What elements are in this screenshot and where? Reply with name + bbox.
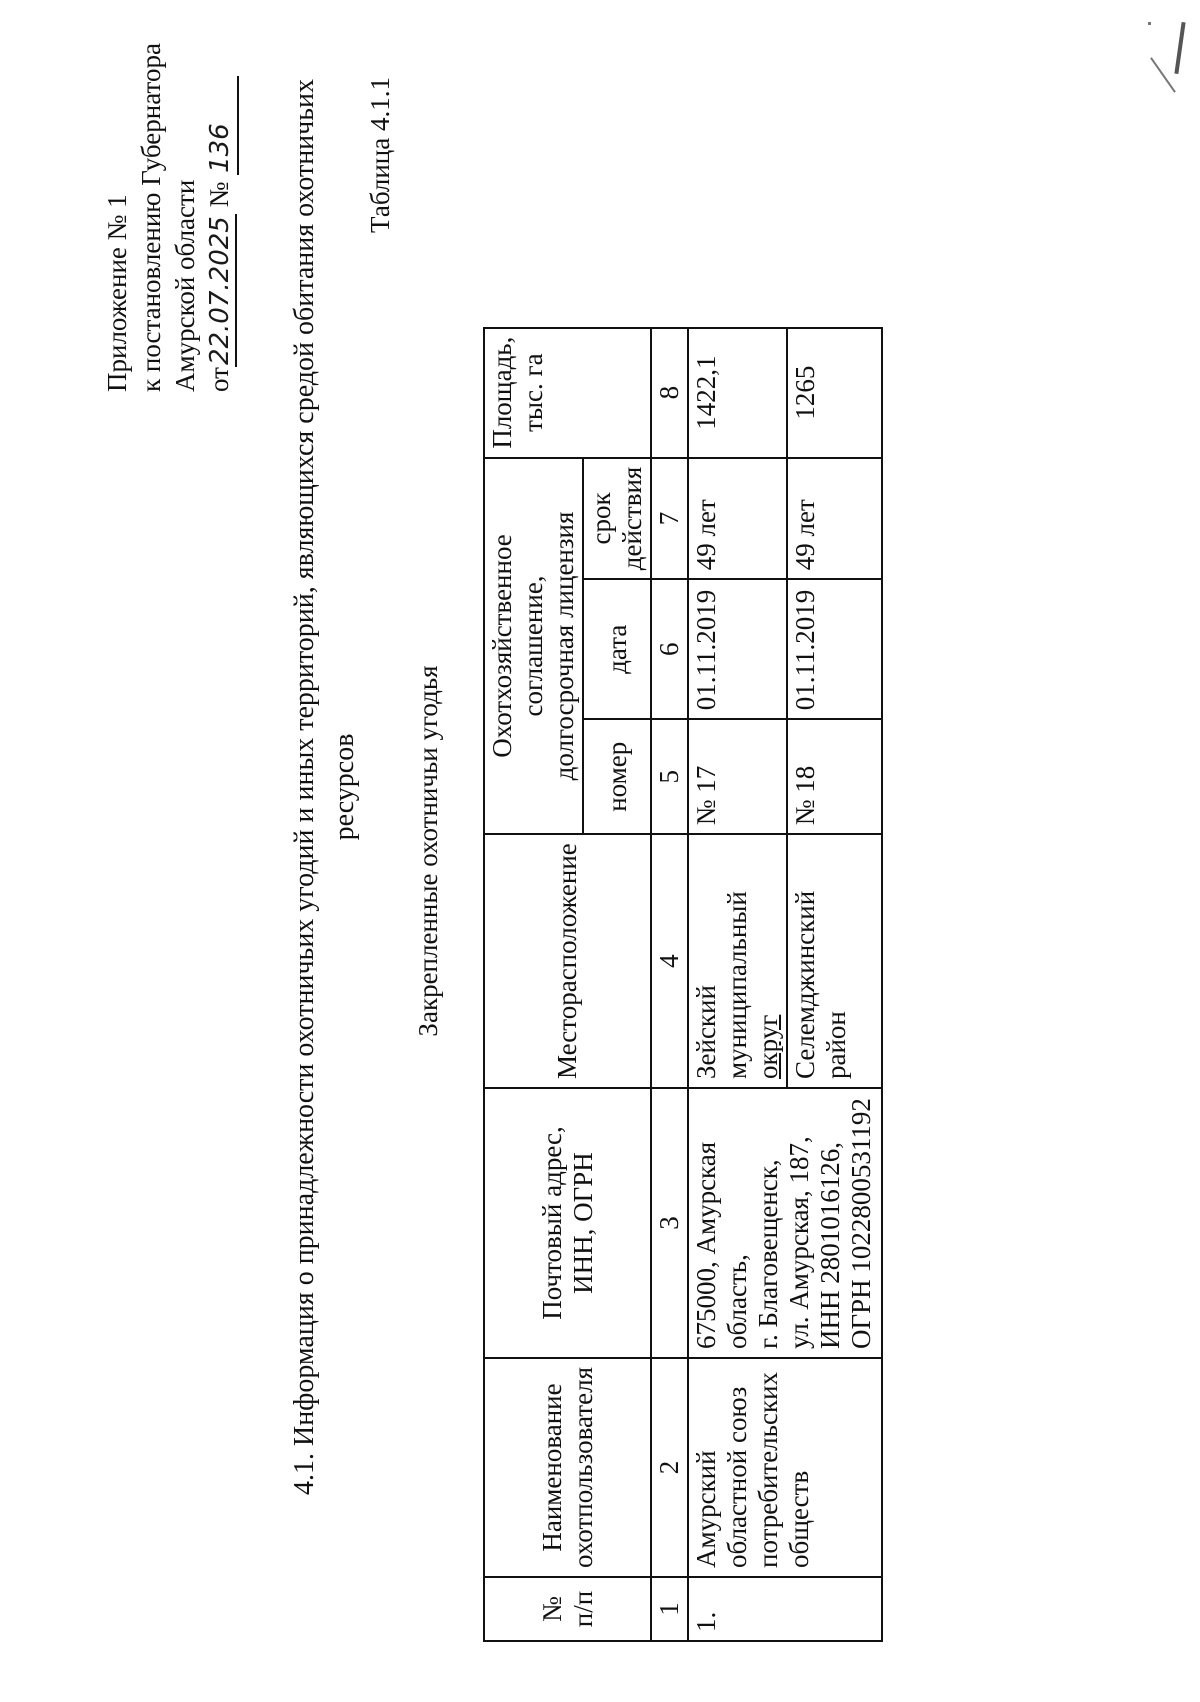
- agreement-date: 01.11.2019: [787, 579, 882, 719]
- date-prefix: от: [204, 367, 234, 392]
- column-index-row: [651, 328, 688, 1641]
- agreement-term: 49 лет: [787, 458, 882, 580]
- header-row-1: [484, 328, 583, 1641]
- column-index: 8: [651, 328, 688, 458]
- column-index: 2: [651, 1358, 688, 1577]
- section-title-line-2: ресурсов: [329, 733, 360, 841]
- header-agreement-date: дата: [583, 579, 651, 719]
- appendix-line-2: к постановлению Губернатора: [136, 43, 166, 392]
- appendix-date-line: [202, 72, 239, 392]
- table-caption: Таблица 4.1.1: [365, 77, 395, 233]
- column-index: 4: [651, 834, 688, 1088]
- appendix-line-1: Приложение № 1: [102, 194, 132, 392]
- section-title: [285, 77, 365, 1497]
- header-agreement-term: срок действия: [583, 458, 651, 580]
- number-prefix: №: [204, 181, 234, 208]
- appendix-block: [100, 43, 239, 392]
- column-index: 3: [651, 1088, 688, 1358]
- header-agreement-number: номер: [583, 719, 651, 834]
- agreement-term: 49 лет: [688, 458, 787, 580]
- table-subtitle: Закрепленные охотничьи угодья: [413, 665, 443, 1037]
- column-index: 7: [651, 458, 688, 580]
- header-area: Площадь, тыс. га: [484, 328, 651, 458]
- header-agreement-group: Охотхозяйственное соглашение, долгосрочная лицензия: [484, 458, 583, 835]
- user-name: Амурский областной союз потребительских обществ: [688, 1358, 882, 1577]
- postal-address: 675000, Амурская область, г. Благовещенск, ул. Амурская, 187, ИНН 2801016126, ОГРН 1022800531192: [688, 1088, 882, 1358]
- location: Зейский муниципальный округ: [688, 834, 787, 1088]
- section-title-line-1: 4.1. Информация о принадлежности охотничьих угодий и иных территорий, являющихся средой обитания охотничьих: [289, 78, 320, 1496]
- agreement-number: № 17: [688, 719, 787, 834]
- table-row: [688, 328, 787, 1641]
- agreement-date: 01.11.2019: [688, 579, 787, 719]
- agreement-number: № 18: [787, 719, 882, 834]
- header-address: Почтовый адрес, ИНН, ОГРН: [484, 1088, 651, 1358]
- column-index: 1: [651, 1577, 688, 1641]
- column-index: 6: [651, 579, 688, 719]
- column-index: 5: [651, 719, 688, 834]
- scan-artifact: [1148, 22, 1151, 25]
- header-num: № п/п: [484, 1577, 651, 1641]
- location: Селемджинский район: [787, 834, 882, 1088]
- area-value: 1422,1: [688, 328, 787, 458]
- handwritten-number: 136: [203, 76, 239, 175]
- handwritten-date: 22.07.2025: [205, 216, 235, 366]
- header-location: Месторасположение: [484, 834, 651, 1088]
- appendix-line-3: Амурской области: [170, 179, 200, 392]
- header-user-name: Наименование охотпользователя: [484, 1358, 651, 1577]
- area-value: 1265: [787, 328, 882, 458]
- hunting-grounds-table: [483, 327, 883, 1642]
- row-number: 1.: [688, 1577, 882, 1641]
